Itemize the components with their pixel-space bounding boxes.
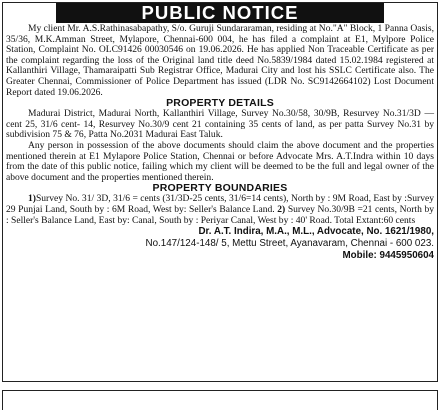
advocate-signature	[6, 226, 434, 262]
next-notice-border	[2, 390, 438, 410]
property-details-heading: PROPERTY DETAILS	[166, 97, 274, 110]
boundary-2-number: 2)	[277, 203, 286, 215]
claim-notice-paragraph: Any person in possession of the above documents should claim the above document and the properties mentioned therein at E1 Mylapore Police Station, Chennai or before Advocate Mrs. A.T.Indra within 10 days from the date of this public notice, failing which my client will be deemed to be the full and legal owner of the above document and the properties mentioned therein.	[6, 139, 434, 183]
advocate-address: No.147/124-148/ 5, Mettu Street, Ayanavaram, Chennai - 600 023.	[145, 238, 434, 250]
public-notice	[2, 2, 438, 382]
boundary-1-number: 1)	[28, 193, 36, 205]
intro-paragraph: My client Mr. A.S.Rathinasabapathy, S/o. Guruji Sundararaman, residing at No."A" Block, 1 Panna Oasis, 35/36, M.K.Amman Street, Mylapore, Chennai-600 004, he has filed a complaint at E1, Mylpore Police Station, Complaint No. OLC91426 00030546 on 19.06.2026. He has applied Non Traceable Certificate as per the complaint regarding the loss of the Original land title deed No.5839/1984 dated 15.02.1984 registered at Kallanthiri Village, Thamaraipatti Sub Registrar Office, Madurai City and lost his SSLC Certificate also. The Greater Chennai, Commissioner of Police Department has issued (LDR No. SC9142664102) Lost Document Report dated 19.06.2026.	[6, 23, 434, 98]
boundary-1-text: Survey No. 31/ 3D, 31/6 = cents (31/3D-25 cents, 31/6=14 cents), North by : 9M Road, East by :Survey 29 Punjai Land, South by : 6M Road, West by: Seller's Balance Land.	[6, 193, 434, 215]
property-details-paragraph: Madurai District, Madurai North, Kallanthiri Village, Survey No.30/58, 30/9B, Resurvey No.31/3D — cent 25, 31/6 cent- 14, Resurvey No.30/9 cent 21 containing 35 cents of land, as per patta Survey No.31 by subdivision 75 & 76, Patta No.2031 Madurai East Taluk.	[6, 108, 434, 141]
property-boundaries-heading: PROPERTY BOUNDARIES	[152, 182, 288, 195]
advocate-mobile: Mobile: 9445950604	[342, 250, 434, 262]
boundary-2-text: Survey No.30/9B =21 cents, North by : Seller's Balance Land, East by: Canal, South by : Periyar Canal, West by : 40' Road. Total Extant:60 cents	[6, 203, 434, 226]
advocate-name: Dr. A.T. Indira, M.A., M.L., Advocate, No. 1621/1980,	[198, 226, 434, 238]
notice-title: PUBLIC NOTICE	[56, 3, 384, 23]
boundaries-paragraph	[6, 194, 434, 226]
